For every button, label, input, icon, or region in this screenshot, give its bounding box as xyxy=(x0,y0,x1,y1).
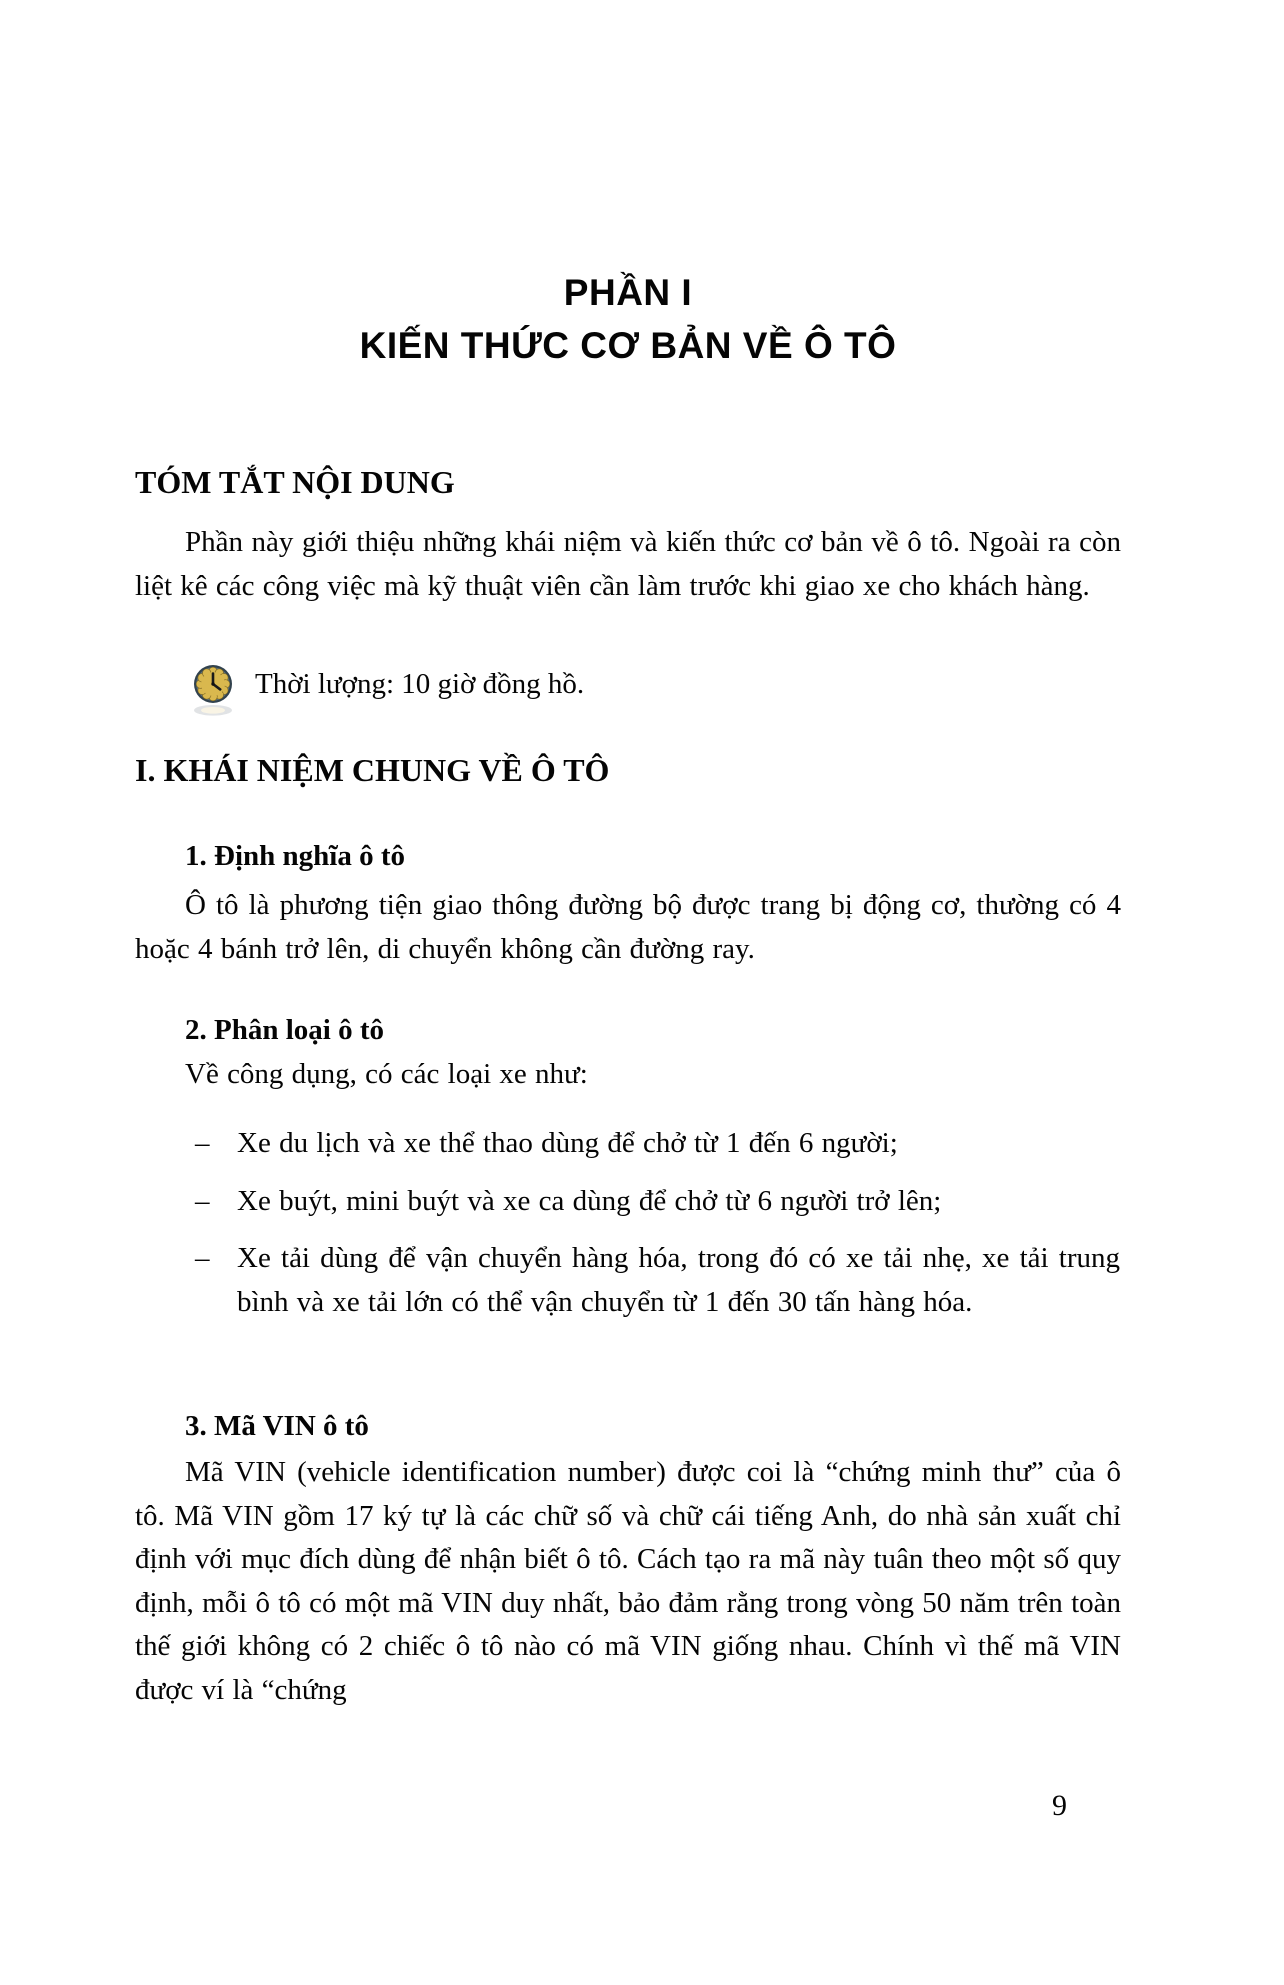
list-item xyxy=(195,1122,1120,1166)
definition-paragraph: Ô tô là phương tiện giao thông đường bộ được trang bị động cơ, thường có 4 hoặc 4 bánh trở lên, di chuyển không cần đường ray. xyxy=(135,889,1121,965)
bullet-text: Xe buýt, mini buýt và xe ca dùng để chở từ 6 người trở lên; xyxy=(237,1184,942,1217)
section-heading: I. KHÁI NIỆM CHUNG VỀ Ô TÔ xyxy=(135,752,610,788)
list-item xyxy=(195,1180,1120,1224)
duration-row xyxy=(193,662,584,729)
part-title: PHẦN I xyxy=(563,272,693,313)
summary-paragraph: Phần này giới thiệu những khái niệm và kiến thức cơ bản về ô tô. Ngoài ra còn liệt kê các công việc mà kỹ thuật viên cần làm trước khi giao xe cho khách hàng. xyxy=(135,526,1121,602)
part-subtitle: KIẾN THỨC CƠ BẢN VỀ Ô TÔ xyxy=(359,325,897,366)
classification-intro: Về công dụng, có các loại xe như: xyxy=(185,1058,588,1090)
subsection-heading-3: 3. Mã VIN ô tô xyxy=(185,1410,369,1442)
list-item xyxy=(195,1237,1120,1324)
clock-icon xyxy=(193,664,233,729)
bullet-text: Xe tải dùng để vận chuyển hàng hóa, trong đó có xe tải nhẹ, xe tải trung bình và xe tải lớn có thể vận chuyển từ 1 đến 30 tấn hàng hóa. xyxy=(237,1242,1120,1318)
page-number: 9 xyxy=(1052,1789,1067,1822)
bullet-text: Xe du lịch và xe thể thao dùng để chở từ 1 đến 6 người; xyxy=(237,1127,898,1159)
vin-paragraph: Mã VIN (vehicle identification number) được coi là “chứng minh thư” của ô tô. Mã VIN gồm 17 ký tự là các chữ số và chữ cái tiếng Anh, do nhà sản xuất chỉ định với mục đích dùng để nhận biết ô tô. Cách tạo ra mã này tuân theo một số quy định, mỗi ô tô có một mã VIN duy nhất, bảo đảm rằng trong vòng 50 năm trên toàn thế giới không có 2 chiếc ô tô nào có mã VIN giống nhau. Chính vì thế mã VIN được ví là “chứng xyxy=(135,1456,1121,1706)
bullet-dash: – xyxy=(195,1184,210,1217)
part-title-block xyxy=(135,266,1121,372)
subsection-heading-1: 1. Định nghĩa ô tô xyxy=(185,840,405,872)
duration-text: Thời lượng: 10 giờ đồng hồ. xyxy=(255,668,585,700)
bullet-dash: – xyxy=(195,1127,210,1159)
subsection-heading-2: 2. Phân loại ô tô xyxy=(185,1014,384,1046)
summary-heading: TÓM TẮT NỘI DUNG xyxy=(135,464,455,500)
bullet-dash: – xyxy=(195,1242,210,1274)
vehicle-type-list xyxy=(195,1122,1120,1324)
